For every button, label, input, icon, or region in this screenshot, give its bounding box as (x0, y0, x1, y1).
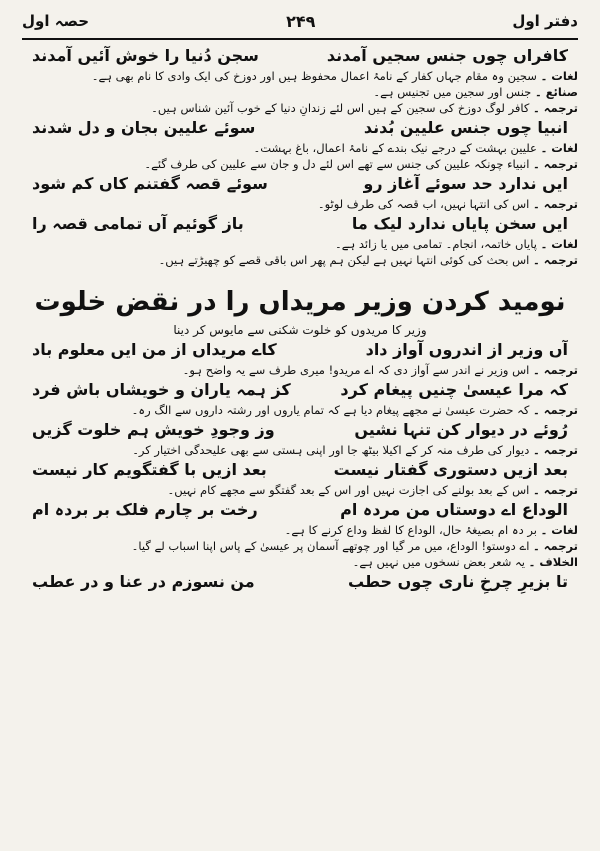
commentary-line (22, 68, 578, 84)
commentary-line (22, 522, 578, 538)
commentary-line (22, 538, 578, 554)
commentary-line (22, 252, 578, 268)
verse (22, 116, 578, 140)
content-part-1 (22, 44, 578, 268)
verse (22, 498, 578, 522)
commentary-line (22, 100, 578, 116)
verse-hemistich-first: رُوئے در دیوار کن تنہا نشیں (354, 420, 568, 439)
verse-hemistich-second: سجن دُنیا را خوش آئیں آمدند (32, 46, 259, 65)
verse (22, 458, 578, 482)
commentary-line (22, 402, 578, 418)
verse-hemistich-first: انبیا چوں جنس علیین بُدند (363, 118, 568, 137)
commentary-text: جنس اور سجین میں تجنیس ہے۔ (373, 85, 532, 99)
content-part-2 (22, 338, 578, 594)
verse-hemistich-second: وز وجودِ خویش ہم خلوت گزیں (32, 420, 275, 439)
commentary-text: اس وزیر نے اندر سے آواز دی کہ اے مریدو! میری طرف سے یہ واضح ہو۔ (182, 363, 530, 377)
verse-hemistich-first: آں وزیر از اندروں آواز داد (365, 340, 568, 359)
commentary-label: ترجمہ ۔ (533, 539, 578, 553)
commentary-line (22, 482, 578, 498)
verse-hemistich-second: بعد ازیں با گفتگویم کار نیست (32, 460, 267, 479)
commentary-line (22, 84, 578, 100)
verse-hemistich-first: بعد ازیں دستوری گفتار نیست (333, 460, 568, 479)
verse-hemistich-second: سوئے علیین بجان و دل شدند (32, 118, 256, 137)
commentary-text: دیوار کی طرف منہ کر کے اکیلا بیٹھ جا اور اپنی ہستی سے بھی علیحدگی اختیار کر۔ (132, 443, 530, 457)
commentary-label: الخلاف ۔ (528, 555, 578, 569)
commentary-label: ترجمہ ۔ (533, 101, 578, 115)
commentary-label: ترجمہ ۔ (533, 443, 578, 457)
verse (22, 418, 578, 442)
commentary-label: ترجمہ ۔ (533, 363, 578, 377)
commentary-label: ترجمہ ۔ (533, 157, 578, 171)
commentary-label: لغات ۔ (540, 237, 578, 251)
commentary-line (22, 196, 578, 212)
header-part-title: حصہ اول (22, 12, 90, 30)
verse (22, 378, 578, 402)
commentary-text: علیین بہشت کے درجے نیک بندے کے نامۂ اعمال، باغ بہشت۔ (253, 141, 537, 155)
verse (22, 212, 578, 236)
commentary-label: ترجمہ ۔ (533, 197, 578, 211)
commentary-text: یہ شعر بعض نسخوں میں نہیں ہے۔ (352, 555, 525, 569)
commentary-label: لغات ۔ (540, 69, 578, 83)
commentary-text: اس کی انتہا نہیں، اب قصہ کی طرف لوٹو۔ (317, 197, 530, 211)
verse (22, 44, 578, 68)
commentary-text: انبیاء چونکہ علیین کی جنس سے تھے اس لئے دل و جان سے علیین کی طرف گئے۔ (144, 157, 530, 171)
verse (22, 338, 578, 362)
section-title: نومید کردن وزیر مریداں را در نقض خلوت (34, 287, 566, 317)
commentary-label: لغات ۔ (540, 141, 578, 155)
section-subtitle: وزیر کا مریدوں کو خلوت شکنی سے مایوس کر دینا (173, 323, 427, 337)
commentary-line (22, 362, 578, 378)
verse-hemistich-second: رخت بر چارم فلک بر بردہ ام (32, 500, 258, 519)
verse-hemistich-second: سوئے قصہ گفتنم کاں کم شود (32, 174, 268, 193)
header-book-title: دفتر اول (512, 12, 578, 30)
commentary-label: ترجمہ ۔ (533, 483, 578, 497)
commentary-label: لغات ۔ (540, 523, 578, 537)
header-rule (22, 38, 578, 40)
verse (22, 172, 578, 196)
verse-hemistich-first: ایں سخن پایاں ندارد لیک ما (351, 214, 568, 233)
commentary-line (22, 140, 578, 156)
verse-hemistich-first: تا بزیرِ چرخِ ناری چوں حطب (348, 572, 568, 591)
commentary-line (22, 442, 578, 458)
verse-hemistich-first: ایں ندارد حد سوئے آغاز رو (363, 174, 568, 193)
commentary-text: اے دوستو! الوداع، میں مر گیا اور چوتھے آسمان پر عیسیٰ کے پاس اپنا اسباب لے گیا۔ (131, 539, 530, 553)
verse-hemistich-second: کز ہمہ یاران و خویشاں باش فرد (32, 380, 291, 399)
commentary-text: اس کے بعد بولنے کی اجازت نہیں اور اس کے بعد گفتگو سے مجھے کام نہیں۔ (167, 483, 530, 497)
commentary-label: ترجمہ ۔ (533, 403, 578, 417)
verse (22, 570, 578, 594)
commentary-line (22, 156, 578, 172)
commentary-label: ترجمہ ۔ (533, 253, 578, 267)
verse-hemistich-second: باز گوئیم آں تمامی قصہ را (32, 214, 244, 233)
verse-hemistich-second: کاے مریداں از من ایں معلوم باد (32, 340, 277, 359)
verse-hemistich-second: من نسوزم در عنا و در عطب (32, 572, 255, 591)
verse-hemistich-first: الوداع اے دوستاں من مردہ ام (340, 500, 568, 519)
commentary-label: صنائع ۔ (534, 85, 578, 99)
verse-hemistich-first: کافراں چوں جنس سجیں آمدند (326, 46, 568, 65)
commentary-line (22, 554, 578, 570)
commentary-text: کہ حضرت عیسیٰ نے مجھے پیغام دیا ہے کہ تمام یاروں اور رشتہ داروں سے الگ رہ۔ (131, 403, 530, 417)
commentary-text: پایاں خاتمہ، انجام۔ تمامی میں یا زائد ہے۔ (334, 237, 537, 251)
page-number: ۲۴۹ (286, 11, 316, 31)
page-header (22, 6, 578, 36)
commentary-line (22, 236, 578, 252)
commentary-text: سجین وہ مقام جہاں کفار کے نامۂ اعمال محفوظ ہیں اور دوزخ کی ایک وادی کا نام بھی ہے۔ (91, 69, 537, 83)
commentary-text: اس بحث کی کوئی انتہا نہیں ہے لیکن ہم پھر اس باقی قصے کو چھیڑتے ہیں۔ (158, 253, 530, 267)
verse-hemistich-first: کہ مرا عیسیٰ چنیں پیغام کرد (340, 380, 568, 399)
commentary-text: بر دہ ام بصیغۂ حال، الوداع کا لفظ وداع کرنے کا ہے۔ (284, 523, 537, 537)
commentary-text: کافر لوگ دوزخ کی سجین کے ہیں اس لئے زندانِ دنیا کے خوب آئین شناس ہیں۔ (151, 101, 530, 115)
